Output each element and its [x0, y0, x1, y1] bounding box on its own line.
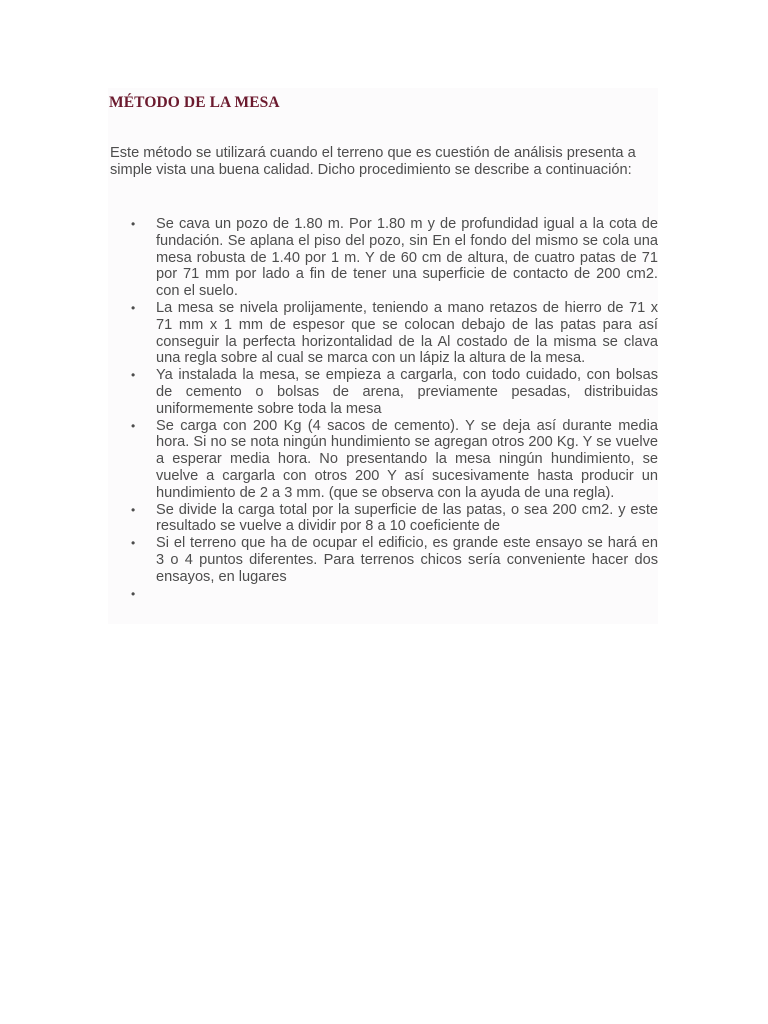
list-item: [131, 501, 658, 536]
bullet-icon: •: [131, 368, 136, 383]
list-item: [131, 299, 658, 367]
list-item-text: Ya instalada la mesa, se empieza a cargarla, con todo cuidado, con bolsas de cemento o bolsas de arena, previamente pesadas, distribuidas uniformemente sobre toda la mesa: [156, 367, 658, 417]
bullet-icon: •: [131, 502, 136, 517]
list-item-text: [156, 586, 658, 603]
intro-paragraph: Este método se utilizará cuando el terreno que es cuestión de análisis presenta a simple vista una buena calidad. Dicho procedimiento se describe a continuación:: [110, 145, 636, 178]
bullet-icon: •: [131, 300, 136, 315]
bullet-icon: •: [131, 586, 136, 601]
list-item: [131, 367, 658, 417]
list-item: [131, 216, 658, 300]
list-item: [131, 417, 658, 502]
list-item-text: La mesa se nivela prolijamente, teniendo a mano retazos de hierro de 71 x 71 mm x 1 mm de espesor que se colocan debajo de las patas para así conseguir la perfecta horizontalidad de la Al costado de la misma se clava una regla sobre al cual se marca con un lápiz la altura de la mesa.: [156, 299, 658, 367]
page-title: MÉTODO DE LA MESA: [109, 94, 280, 111]
list-item: [131, 535, 658, 585]
bullet-icon: •: [131, 418, 136, 433]
bullet-icon: •: [131, 536, 136, 551]
list-item-text: Se divide la carga total por la superficie de las patas, o sea 200 cm2. y este resultado se vuelve a dividir por 8 a 10 coeficiente de: [156, 501, 658, 535]
list-item-text: Se carga con 200 Kg (4 sacos de cemento). Y se deja así durante media hora. Si no se nota ningún hundimiento se agregan otros 200 Kg. Y se vuelve a esperar media hora. No presentando la mesa ningún hundimiento, se vuelve a cargarla con otros 200 Y así sucesivamente hasta producir un hundimiento de 2 a 3 mm. (que se observa con la ayuda de una regla).: [156, 417, 658, 501]
list-item-text: Se cava un pozo de 1.80 m. Por 1.80 m y de profundidad igual a la cota de fundación. Se aplana el piso del pozo, sin En el fondo del mismo se cola una mesa robusta de 1.40 por 1 m. Y de 60 cm de altura, de cuatro patas de 71 por 71 mm por lado a fin de tener una superficie de contacto de 200 cm2. con el suelo.: [156, 216, 658, 300]
steps-list: [0, 216, 768, 602]
bullet-icon: •: [131, 217, 136, 231]
list-item-text: Si el terreno que ha de ocupar el edificio, es grande este ensayo se hará en 3 o 4 puntos diferentes. Para terrenos chicos sería conveniente hacer dos ensayos, en lugares: [156, 535, 658, 585]
list-item: [131, 586, 658, 603]
